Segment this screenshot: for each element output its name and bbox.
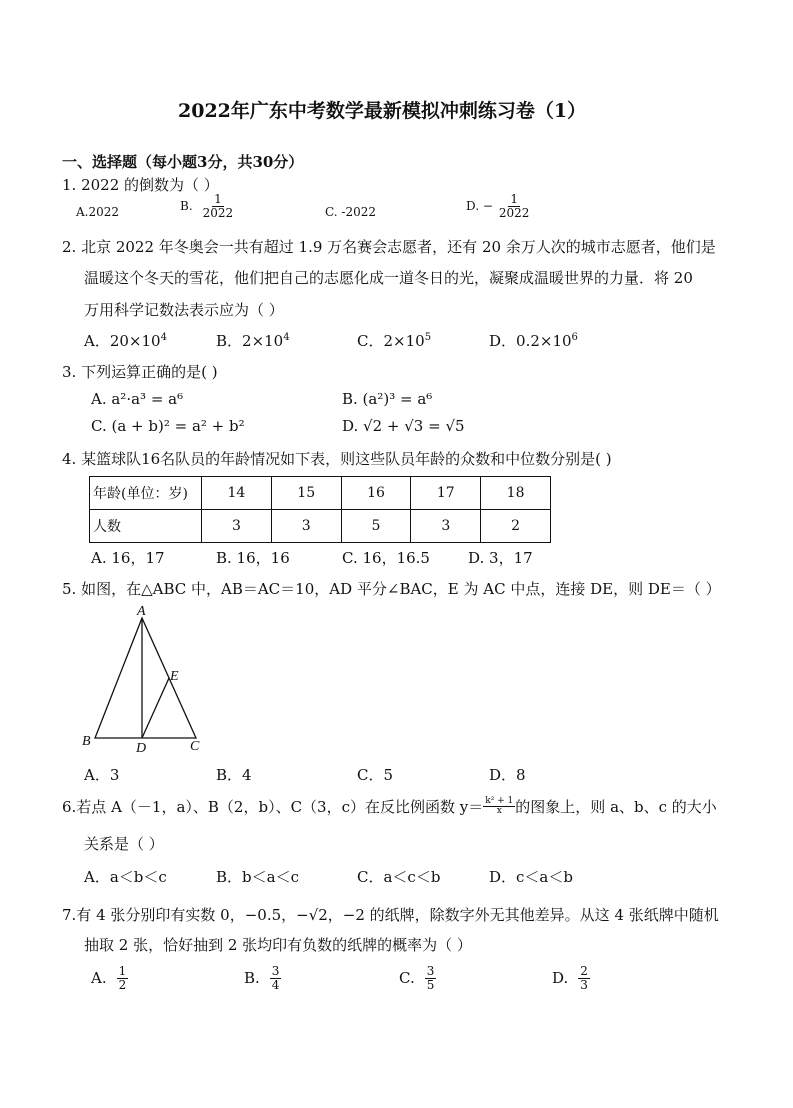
- q6-numerator: k² + 1: [485, 795, 514, 806]
- q7-b-numerator: 3: [271, 964, 280, 978]
- q5-option-c: C．5: [357, 766, 394, 784]
- q1-option-b-fraction: [201, 193, 236, 219]
- q4-option-b: B. 16，16: [216, 549, 290, 567]
- q2-line1: 2. 北京 2022 年冬奥会一共有超过 1.9 万名赛会志愿者，还有 20 余万人次的城市志愿者，他们是: [62, 238, 716, 256]
- q5-stem: 5. 如图，在△ABC 中，AB＝AC＝10，AD 平分∠BAC，E 为 AC 中点，连接 DE，则 DE＝（ ）: [62, 580, 721, 598]
- q7-option-c: [399, 965, 436, 991]
- table-header-age: 年龄(单位：岁): [90, 477, 202, 510]
- q5-triangle-diagram: [70, 600, 220, 760]
- q7-a-label: A.: [91, 969, 107, 988]
- q1-option-b-label: B.: [180, 199, 193, 214]
- table-cell: 3: [202, 510, 272, 543]
- q2-option-d: D．$0.2\times 10^6$: [489, 332, 578, 350]
- table-cell: 17: [411, 477, 481, 510]
- section-heading: 一、选择题（每小题3分，共30分）: [62, 153, 304, 171]
- q3-option-d: D. √2 + √3 = √5: [342, 417, 465, 435]
- q1-b-numerator: 1: [214, 192, 222, 206]
- q6-option-d: D．c＜a＜b: [489, 868, 573, 886]
- q7-a-fraction: [117, 965, 129, 991]
- q4-option-c: C. 16，16.5: [342, 549, 430, 567]
- q4-age-table: [89, 476, 551, 543]
- table-cell: 15: [271, 477, 341, 510]
- table-cell: 2: [481, 510, 551, 543]
- q3-stem: 3. 下列运算正确的是( ): [62, 363, 218, 381]
- q1-option-d-fraction: [497, 193, 532, 219]
- page-title: 2022年广东中考数学最新模拟冲刺练习卷（1）: [178, 100, 587, 122]
- q7-d-label: D.: [552, 969, 569, 988]
- q7-a-denominator: 2: [118, 977, 127, 992]
- q7-d-fraction: [578, 965, 590, 991]
- q1-option-b: [180, 193, 235, 219]
- point-label-e: E: [170, 669, 179, 684]
- q7-b-fraction: [270, 965, 282, 991]
- q7-b-denominator: 4: [271, 977, 280, 992]
- q7-option-d: [552, 965, 590, 991]
- q7-a-numerator: 1: [118, 964, 127, 978]
- q2-option-b: B．$2\times 10^4$: [216, 332, 290, 350]
- q7-b-label: B.: [244, 969, 260, 988]
- q3-option-c: C. (a + b)² = a² + b²: [91, 417, 245, 435]
- table-cell: 14: [202, 477, 272, 510]
- q3-option-b: B. (a²)³ = a⁶: [342, 390, 433, 408]
- table-cell: 3: [271, 510, 341, 543]
- q6-line2: 关系是（ ）: [84, 835, 164, 853]
- q1-option-d: [466, 193, 531, 219]
- q2-option-a: A．$20\times 10^4$: [84, 332, 167, 350]
- q1-d-numerator: 1: [510, 192, 518, 206]
- q1-option-c: C. -2022: [325, 205, 376, 219]
- q5-option-b: B．4: [216, 766, 252, 784]
- q2-line3: 万用科学记数法表示应为（ ）: [84, 301, 284, 319]
- q7-c-fraction: [425, 965, 437, 991]
- q4-stem: 4. 某篮球队16名队员的年龄情况如下表，则这些队员年龄的众数和中位数分别是( ): [62, 450, 612, 468]
- q1-d-denominator: 2022: [498, 205, 530, 220]
- q6-denominator: x: [496, 806, 502, 816]
- table-cell: 16: [341, 477, 411, 510]
- q4-option-d: D. 3，17: [468, 549, 533, 567]
- q2-line2: 温暖这个冬天的雪花，他们把自己的志愿化成一道冬日的光，凝聚成温暖世界的力量．将 20: [84, 269, 693, 287]
- segment-de: [142, 678, 169, 738]
- vertex-label-b: B: [82, 734, 91, 749]
- q1-stem: 1. 2022 的倒数为（ ）: [62, 176, 219, 194]
- q7-c-numerator: 3: [426, 964, 435, 978]
- q1-b-denominator: 2022: [202, 205, 234, 220]
- q6-stem: [62, 796, 717, 817]
- point-label-d: D: [136, 741, 147, 756]
- q3-option-a: A. a²·a³ = a⁶: [91, 390, 184, 408]
- q7-line2: 抽取 2 张，恰好抽到 2 张均印有负数的纸牌的概率为（ ）: [84, 936, 472, 954]
- q1-option-a: A.2022: [76, 205, 120, 219]
- q4-option-a: A. 16，17: [91, 549, 165, 567]
- q5-option-d: D．8: [489, 766, 526, 784]
- vertex-label-c: C: [190, 739, 200, 754]
- triangle-abc: [95, 618, 196, 738]
- q7-c-denominator: 5: [426, 977, 435, 992]
- q1-option-d-label: D. −: [466, 199, 493, 214]
- q6-stem-pre: 6.若点 A（－1，a）、B（2，b）、C（3，c）在反比例函数 y＝: [62, 798, 484, 816]
- table-cell: 3: [411, 510, 481, 543]
- table-cell: 5: [341, 510, 411, 543]
- q6-function-fraction: [483, 797, 515, 817]
- table-row: [90, 510, 551, 543]
- q5-option-a: A．3: [84, 766, 120, 784]
- q6-option-c: C．a＜c＜b: [357, 868, 441, 886]
- q6-option-b: B．b＜a＜c: [216, 868, 299, 886]
- q6-option-a: A．a＜b＜c: [84, 868, 167, 886]
- q7-c-label: C.: [399, 969, 415, 988]
- table-cell: 18: [481, 477, 551, 510]
- q6-stem-post: 的图象上，则 a、b、c 的大小: [515, 798, 717, 816]
- q7-d-numerator: 2: [580, 964, 588, 978]
- q2-option-c: C．$2\times 10^5$: [357, 332, 432, 350]
- table-row: [90, 477, 551, 510]
- vertex-label-a: A: [137, 604, 146, 619]
- q7-line1: 7.有 4 张分别印有实数 0，−0.5，−√2，−2 的纸牌，除数字外无其他差异。从这 4 张纸牌中随机: [62, 906, 719, 924]
- q7-d-denominator: 3: [580, 977, 588, 992]
- q7-option-a: [91, 965, 128, 991]
- q7-option-b: [244, 965, 281, 991]
- table-header-count: 人数: [90, 510, 202, 543]
